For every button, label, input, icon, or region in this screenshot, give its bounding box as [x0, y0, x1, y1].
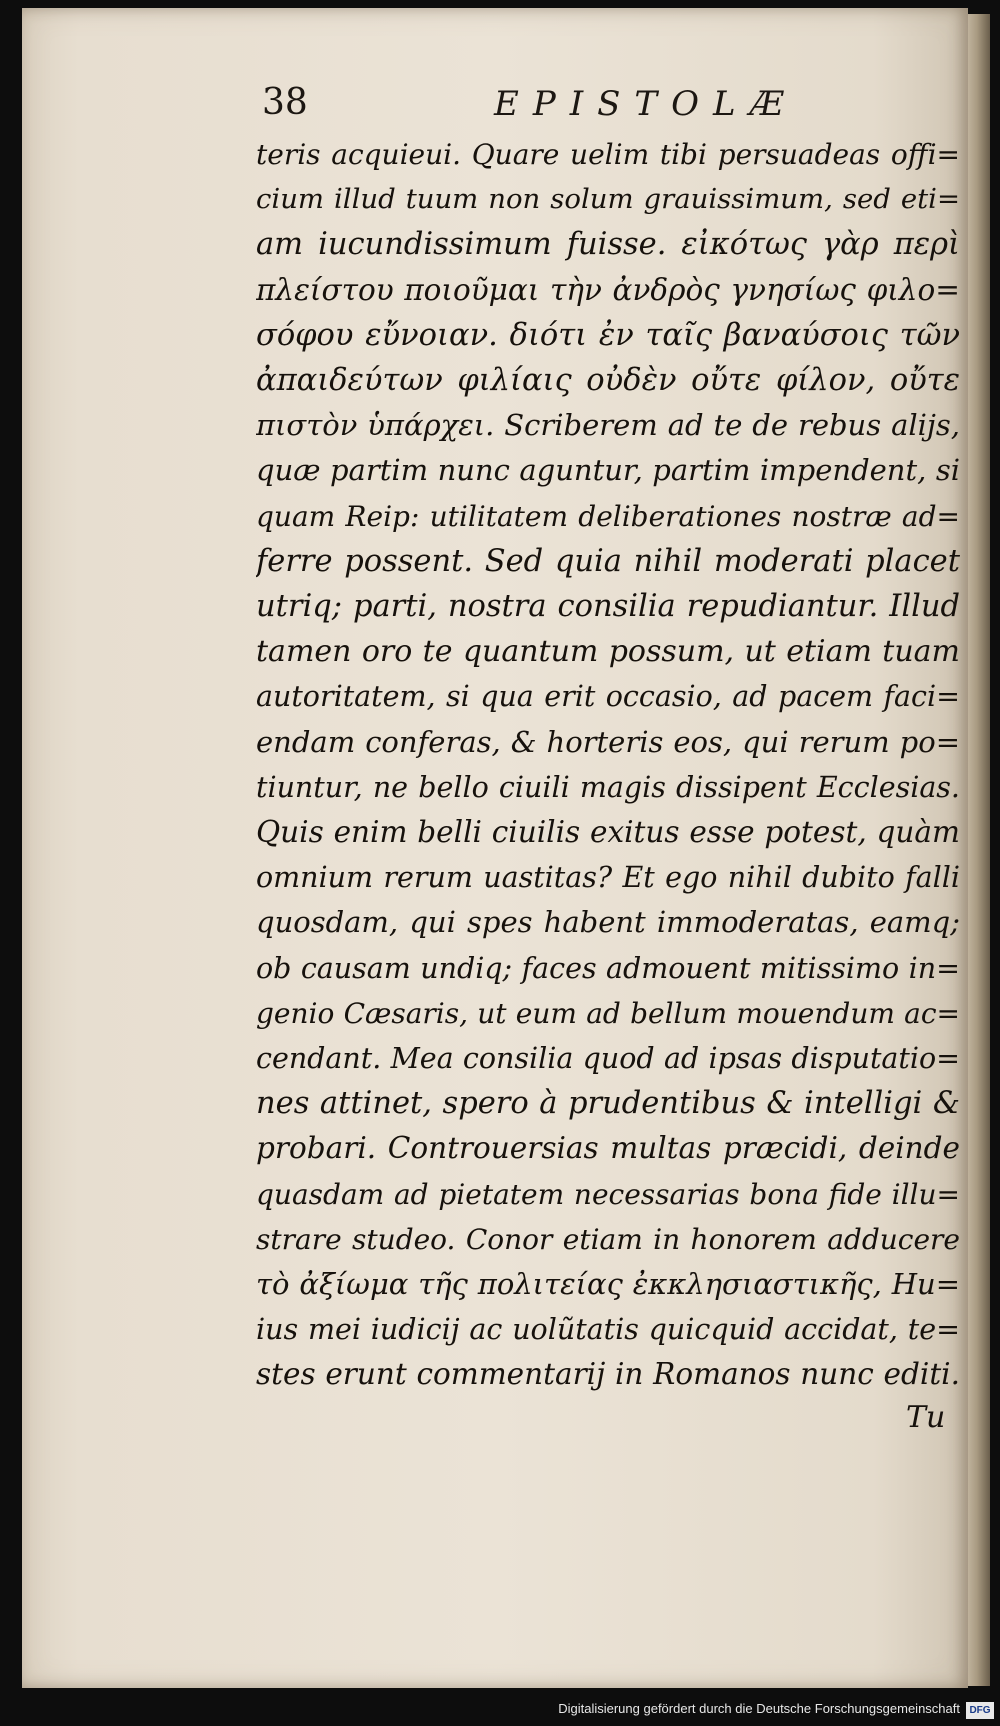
text-line: ἀπαιδεύτων φιλίαις οὐδὲν οὔτε φίλον, οὔτε — [256, 363, 960, 399]
page-number: 38 — [262, 82, 308, 123]
page-header — [262, 82, 962, 130]
text-line: ob causam undiq; faces admouent mitissimo in= — [256, 951, 960, 985]
text-line: omnium rerum uastitas? Et ego nihil dubito falli — [256, 861, 960, 895]
text-line: ferre possent. Sed quia nihil moderati placet — [256, 543, 960, 579]
text-line: ius mei iudicij ac uolũtatis quicquid accidat, te= — [256, 1313, 960, 1347]
text-line: quasdam ad pietatem necessarias bona fide illu= — [256, 1177, 960, 1211]
text-line: quam Reip: utilitatem deliberationes nostræ ad= — [256, 499, 960, 533]
funding-credit: Digitalisierung gefördert durch die Deutsche Forschungsgemeinschaft — [558, 1701, 960, 1716]
text-line: nes attinet, spero à prudentibus & intelligi & — [256, 1086, 960, 1122]
page-edge — [968, 14, 990, 1686]
running-head: EPISTOLÆ — [494, 84, 798, 124]
text-line: tiuntur, ne bello ciuili magis dissipent Ecclesias. — [256, 770, 960, 804]
text-line: endam conferas, & horteris eos, qui rerum po= — [256, 724, 960, 759]
text-line: cium illud tuum non solum grauissimum, sed eti= — [256, 183, 960, 216]
catchword: Tu — [906, 1400, 946, 1435]
text-line: σόφου εὔνοιαν. διότι ἐν ταῖς βαναύσοις τῶν — [256, 317, 960, 353]
text-line: teris acquieui. Quare uelim tibi persuadeas offi= — [256, 138, 960, 171]
text-line: quosdam, qui spes habent immoderatas, eamq; — [256, 905, 960, 940]
text-line: tamen oro te quantum possum, ut etiam tuam — [256, 634, 960, 670]
text-line: quæ partim nunc aguntur, partim impendent, si — [256, 453, 960, 488]
text-line: stes erunt commentarij in Romanos nunc editi. — [256, 1357, 960, 1392]
text-line: πιστὸν ὑπάρχει. Scriberem ad te de rebus alijs, — [256, 408, 960, 443]
body-text — [256, 132, 960, 1398]
text-line: am iucundissimum fuisse. εἰκότως γὰρ περὶ — [256, 227, 960, 263]
text-line: πλείστου ποιοῦμαι τὴν ἀνδρὸς γνησίως φιλο= — [256, 272, 960, 307]
text-line: strare studeo. Conor etiam in honorem adducere — [256, 1222, 960, 1256]
dfg-logo-icon: DFG — [966, 1702, 994, 1719]
footer-bar — [0, 1697, 1000, 1726]
text-line: cendant. Mea consilia quod ad ipsas disputatio= — [256, 1042, 960, 1076]
text-line: τὸ ἀξίωμα τῆς πολιτείας ἐκκλησιαστικῆς, Hu= — [256, 1267, 960, 1302]
text-line: autoritatem, si qua erit occasio, ad pacem faci= — [256, 680, 960, 714]
text-line: Quis enim belli ciuilis exitus esse potest, quàm — [256, 815, 960, 850]
text-line: utriq; parti, nostra consilia repudiantur. Illud — [256, 589, 960, 625]
text-line: probari. Controuersias multas præcidi, deinde — [256, 1131, 960, 1166]
text-line: genio Cæsaris, ut eum ad bellum mouendum ac= — [256, 996, 960, 1030]
